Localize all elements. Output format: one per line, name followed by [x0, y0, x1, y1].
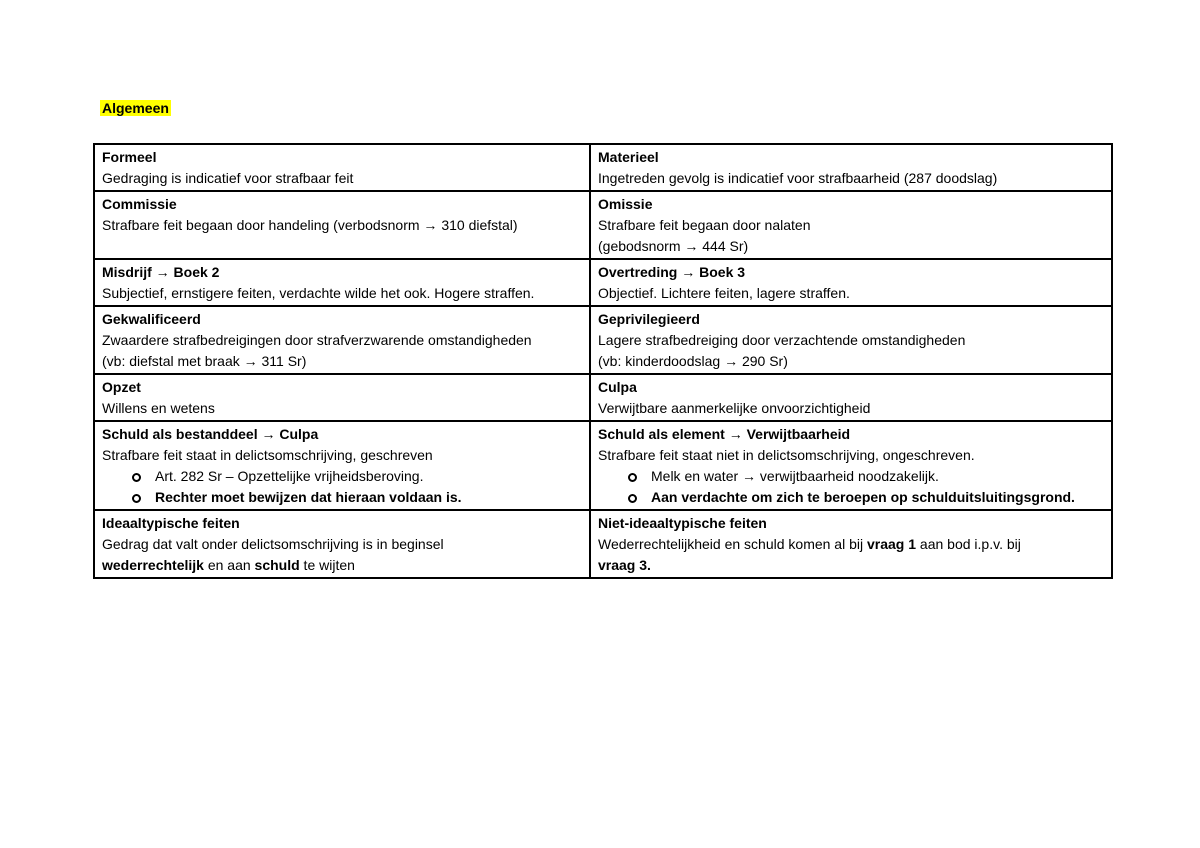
cell-text: (gebodsnorm → 444 Sr)	[598, 238, 749, 254]
table-cell	[94, 510, 590, 578]
cell-text: Subjectief, ernstigere feiten, verdachte wilde het ook. Hogere straffen.	[102, 285, 535, 301]
table-row	[94, 191, 1112, 259]
cell-text: Strafbare feit staat niet in delictsomschrijving, ongeschreven.	[598, 447, 975, 463]
table-cell	[94, 259, 590, 306]
list-item: Aan verdachte om zich te beroepen op schulduitsluitingsgrond.	[628, 487, 1104, 508]
list-item: Melk en water → verwijtbaarheid noodzakelijk.	[628, 466, 1104, 487]
table-cell	[590, 306, 1112, 374]
cell-text	[598, 555, 1104, 576]
table-cell	[590, 374, 1112, 421]
cell-text: Ingetreden gevolg is indicatief voor strafbaarheid (287 doodslag)	[598, 170, 998, 186]
bold-term: wederrechtelijk	[102, 557, 204, 573]
text-fragment: aan bod i.p.v. bij	[916, 536, 1021, 552]
cell-title: Commissie	[102, 196, 177, 212]
cell-text: Verwijtbare aanmerkelijke onvoorzichtigheid	[598, 400, 871, 416]
cell-title: Culpa	[598, 379, 637, 395]
cell-title: Overtreding → Boek 3	[598, 264, 746, 280]
text-fragment: en aan	[203, 557, 255, 573]
cell-title: Gekwalificeerd	[102, 311, 201, 327]
table-row	[94, 510, 1112, 578]
cell-text: (vb: diefstal met braak → 311 Sr)	[102, 353, 307, 369]
cell-text	[598, 534, 1104, 555]
cell-text: Zwaardere strafbedreigingen door strafverzwarende omstandigheden	[102, 332, 532, 348]
cell-text: Lagere strafbedreiging door verzachtende omstandigheden	[598, 332, 966, 348]
cell-text	[102, 555, 582, 576]
table-cell	[590, 259, 1112, 306]
cell-text: Gedrag dat valt onder delictsomschrijving is in beginsel	[102, 536, 444, 552]
comparison-table	[93, 143, 1113, 579]
list-item: Art. 282 Sr – Opzettelijke vrijheidsberoving.	[132, 466, 582, 487]
table-cell	[94, 421, 590, 510]
table-cell	[94, 306, 590, 374]
cell-title: Schuld als element → Verwijtbaarheid	[598, 426, 851, 442]
cell-title: Opzet	[102, 379, 141, 395]
table-cell	[590, 144, 1112, 191]
cell-text: Objectief. Lichtere feiten, lagere straffen.	[598, 285, 850, 301]
cell-text: (vb: kinderdoodslag → 290 Sr)	[598, 353, 788, 369]
bold-term: vraag 3.	[598, 557, 651, 573]
cell-text: Strafbare feit staat in delictsomschrijving, geschreven	[102, 447, 433, 463]
table-row	[94, 259, 1112, 306]
bold-term: vraag 1	[867, 536, 917, 552]
text-fragment: Wederrechtelijkheid en schuld komen al bij	[598, 536, 867, 552]
text-fragment: te wijten	[299, 557, 355, 573]
cell-title: Ideaaltypische feiten	[102, 515, 240, 531]
table-cell	[94, 144, 590, 191]
cell-text: Strafbare feit begaan door nalaten	[598, 217, 811, 233]
table-cell	[590, 421, 1112, 510]
bold-term: schuld	[254, 557, 300, 573]
cell-title: Schuld als bestanddeel → Culpa	[102, 426, 319, 442]
cell-title: Geprivilegieerd	[598, 311, 700, 327]
cell-text: Willens en wetens	[102, 400, 215, 416]
cell-text: Gedraging is indicatief voor strafbaar feit	[102, 170, 354, 186]
table-cell	[590, 191, 1112, 259]
table-row	[94, 421, 1112, 510]
table-row	[94, 306, 1112, 374]
bullet-list	[598, 466, 1104, 508]
section-heading: Algemeen	[102, 100, 169, 116]
table-cell	[94, 374, 590, 421]
cell-title: Materieel	[598, 149, 659, 165]
cell-title: Omissie	[598, 196, 653, 212]
table-row	[94, 144, 1112, 191]
bullet-list	[102, 466, 582, 508]
table-row	[94, 374, 1112, 421]
cell-title: Misdrijf → Boek 2	[102, 264, 220, 280]
list-item: Rechter moet bewijzen dat hieraan voldaan is.	[132, 487, 582, 508]
cell-text: Strafbare feit begaan door handeling (verbodsnorm → 310 diefstal)	[102, 217, 518, 233]
table-cell	[590, 510, 1112, 578]
cell-title: Niet-ideaaltypische feiten	[598, 515, 767, 531]
cell-title: Formeel	[102, 149, 157, 165]
table-cell	[94, 191, 590, 259]
